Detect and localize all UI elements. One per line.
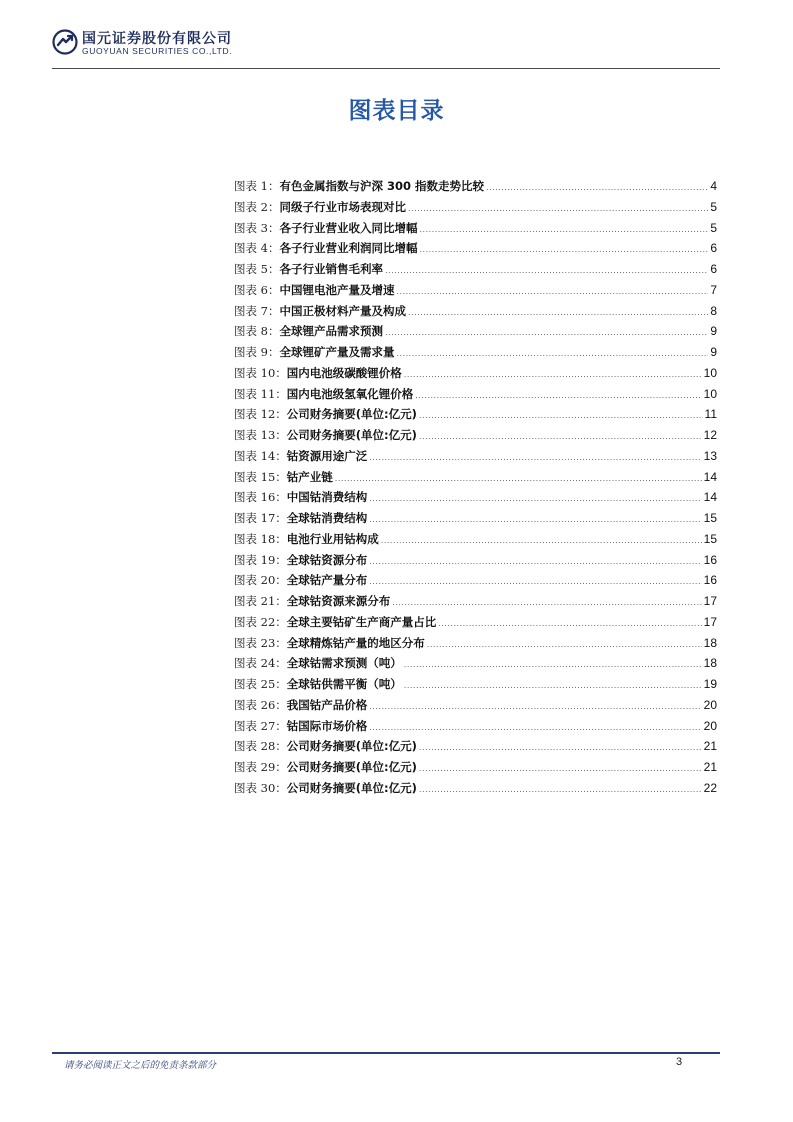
toc-entry-label: 图表 11： xyxy=(234,386,287,401)
toc-entry-page[interactable]: 13 xyxy=(703,448,717,463)
toc-entry-title[interactable]: 公司财务摘要(单位:亿元) xyxy=(286,760,417,774)
toc-entry[interactable] xyxy=(234,404,717,425)
toc-entry-page[interactable]: 4 xyxy=(710,179,717,193)
toc-entry-label: 图表 2： xyxy=(234,199,280,214)
toc-entry[interactable] xyxy=(234,467,717,488)
toc-entry[interactable] xyxy=(234,695,717,716)
toc-entry-label: 图表 28： xyxy=(234,739,287,754)
toc-dot-leader xyxy=(427,635,702,656)
toc-dot-leader xyxy=(369,697,701,718)
toc-entry-title[interactable]: 全球精炼钴产量的地区分布 xyxy=(286,635,425,650)
toc-entry-title[interactable]: 各子行业销售毛利率 xyxy=(279,262,383,276)
toc-entry-title[interactable]: 全球锂产品需求预测 xyxy=(279,324,383,339)
toc-dot-leader xyxy=(404,365,702,386)
toc-entry-label: 图表 19： xyxy=(234,552,287,567)
toc-entry-title[interactable]: 电池行业用钴构成 xyxy=(286,531,379,546)
toc-dot-leader xyxy=(381,531,702,552)
toc-entry-label: 图表 9： xyxy=(234,345,280,359)
footer-disclaimer: 请务必阅读正文之后的免责条款部分 xyxy=(64,1060,217,1071)
toc-entry-label: 图表 6： xyxy=(234,282,280,297)
toc-entry-page[interactable]: 18 xyxy=(703,656,717,671)
toc-entry-page[interactable]: 15 xyxy=(703,511,717,525)
toc-dot-leader xyxy=(408,199,708,220)
toc-entry-page[interactable]: 16 xyxy=(703,552,717,567)
page-header xyxy=(52,24,720,68)
toc-entry-label: 图表 4： xyxy=(234,241,280,256)
toc-entry[interactable] xyxy=(234,591,717,612)
toc-entry-label: 图表 30： xyxy=(234,780,287,795)
toc-entry-label: 图表 20： xyxy=(234,573,287,588)
toc-dot-leader xyxy=(369,489,701,510)
toc-entry-label: 图表 7： xyxy=(234,303,280,318)
toc-entry[interactable] xyxy=(234,197,717,218)
toc-entry[interactable] xyxy=(234,238,717,259)
toc-dot-leader xyxy=(404,676,702,697)
toc-entry-page[interactable]: 9 xyxy=(710,324,717,339)
toc-entry-title[interactable]: 全球钴消费结构 xyxy=(286,511,368,525)
toc-entry-title[interactable]: 钴产业链 xyxy=(286,469,333,484)
toc-dot-leader xyxy=(419,220,708,241)
toc-entry-label: 图表 1： xyxy=(234,179,280,193)
company-name-en: GUOYUAN SECURITIES CO.,LTD. xyxy=(82,46,233,56)
table-of-figures xyxy=(234,176,717,799)
toc-dot-leader xyxy=(419,427,702,448)
toc-dot-leader xyxy=(419,406,703,427)
toc-entry-label: 图表 21： xyxy=(234,594,287,608)
toc-entry-label: 图表 22： xyxy=(234,614,287,629)
toc-entry[interactable] xyxy=(234,259,717,280)
toc-entry-title[interactable]: 公司财务摘要(单位:亿元) xyxy=(286,739,417,754)
toc-entry-page[interactable]: 5 xyxy=(710,199,717,214)
toc-dot-leader xyxy=(369,448,701,469)
guoyuan-logo-icon xyxy=(52,29,78,55)
toc-entry-page[interactable]: 7 xyxy=(710,282,717,297)
toc-entry-title[interactable]: 全球钴资源来源分布 xyxy=(286,594,391,608)
toc-entry-label: 图表 15： xyxy=(234,469,287,484)
toc-entry-title[interactable]: 全球钴供需平衡（吨） xyxy=(286,677,402,691)
toc-dot-leader xyxy=(438,614,701,635)
toc-entry-label: 图表 13： xyxy=(234,428,287,442)
toc-dot-leader xyxy=(369,572,701,593)
toc-dot-leader xyxy=(396,282,708,303)
toc-entry-page[interactable]: 8 xyxy=(710,303,717,318)
page-number: 3 xyxy=(676,1056,683,1068)
toc-entry-label: 图表 25： xyxy=(234,677,287,691)
toc-entry-page[interactable]: 21 xyxy=(703,760,717,774)
toc-entry-title[interactable]: 公司财务摘要(单位:亿元) xyxy=(286,407,417,422)
toc-entry-page[interactable]: 14 xyxy=(703,490,717,505)
toc-entry-title[interactable]: 同级子行业市场表现对比 xyxy=(279,199,406,214)
toc-entry[interactable] xyxy=(234,342,717,363)
toc-entry-page[interactable]: 20 xyxy=(703,697,717,712)
toc-dot-leader xyxy=(396,344,708,365)
toc-entry-title[interactable]: 国内电池级氢氧化锂价格 xyxy=(286,386,414,401)
toc-entry-title[interactable]: 公司财务摘要(单位:亿元) xyxy=(286,428,417,442)
toc-entry[interactable] xyxy=(234,529,717,550)
toc-entry-page[interactable]: 14 xyxy=(703,469,717,484)
toc-entry-page[interactable]: 6 xyxy=(710,262,717,276)
toc-entry-label: 图表 12： xyxy=(234,407,287,422)
toc-entry-label: 图表 26： xyxy=(234,697,287,712)
toc-entry-page[interactable]: 10 xyxy=(703,386,717,401)
toc-entry-page[interactable]: 15 xyxy=(703,531,717,546)
toc-entry-title[interactable]: 全球钴需求预测（吨） xyxy=(286,656,402,671)
toc-entry-title[interactable]: 钴国际市场价格 xyxy=(286,718,368,733)
toc-entry-label: 图表 27： xyxy=(234,718,287,733)
toc-entry[interactable] xyxy=(234,176,717,197)
footer-divider xyxy=(52,1052,720,1054)
toc-entry-page[interactable]: 17 xyxy=(703,594,717,608)
toc-entry-title[interactable]: 各子行业营业收入同比增幅 xyxy=(279,220,418,235)
toc-entry-title[interactable]: 全球主要钴矿生产商产量占比 xyxy=(286,614,437,629)
toc-entry-label: 图表 18： xyxy=(234,531,287,546)
toc-dot-leader xyxy=(408,303,708,324)
toc-dot-leader xyxy=(392,593,701,614)
toc-entry-page[interactable]: 12 xyxy=(703,428,717,442)
toc-entry-page[interactable]: 9 xyxy=(710,345,717,359)
toc-entry-label: 图表 14： xyxy=(234,448,287,463)
toc-entry-label: 图表 17： xyxy=(234,511,287,525)
toc-entry-title[interactable]: 中国正极材料产量及构成 xyxy=(279,303,406,318)
toc-dot-leader xyxy=(419,780,702,801)
toc-entry-title[interactable]: 中国锂电池产量及增速 xyxy=(279,282,395,297)
toc-dot-leader xyxy=(369,718,701,739)
toc-entry[interactable] xyxy=(234,321,717,342)
toc-entry-title[interactable]: 各子行业营业利润同比增幅 xyxy=(279,241,418,256)
toc-entry-page[interactable]: 21 xyxy=(703,739,717,754)
toc-dot-leader xyxy=(419,240,708,261)
toc-dot-leader xyxy=(419,759,702,780)
toc-entry[interactable] xyxy=(234,674,717,695)
toc-entry-page[interactable]: 19 xyxy=(703,677,717,691)
toc-entry-page[interactable]: 20 xyxy=(703,718,717,733)
toc-entry-page[interactable]: 10 xyxy=(703,365,717,380)
toc-entry-title[interactable]: 国内电池级碳酸锂价格 xyxy=(286,365,402,380)
toc-entry[interactable] xyxy=(234,363,717,384)
toc-entry[interactable] xyxy=(234,446,717,467)
toc-entry-title[interactable]: 全球钴产量分布 xyxy=(286,573,368,588)
toc-dot-leader xyxy=(404,655,702,676)
toc-entry-title[interactable]: 有色金属指数与沪深 300 指数走势比较 xyxy=(279,179,484,193)
toc-entry-page[interactable]: 5 xyxy=(710,220,717,235)
toc-entry[interactable] xyxy=(234,425,717,446)
toc-entry[interactable] xyxy=(234,218,717,239)
toc-entry-label: 图表 29： xyxy=(234,760,287,774)
toc-entry-label: 图表 16： xyxy=(234,490,287,505)
toc-entry-page[interactable]: 22 xyxy=(703,780,717,795)
toc-entry-title[interactable]: 我国钴产品价格 xyxy=(286,697,368,712)
toc-entry-label: 图表 10： xyxy=(234,365,287,380)
toc-dot-leader xyxy=(335,469,702,490)
toc-entry-label: 图表 5： xyxy=(234,262,280,276)
toc-entry-page[interactable]: 17 xyxy=(703,614,717,629)
toc-entry-page[interactable]: 18 xyxy=(703,635,717,650)
toc-entry-page[interactable]: 6 xyxy=(710,241,717,256)
toc-entry[interactable] xyxy=(234,633,717,654)
toc-dot-leader xyxy=(415,386,701,407)
toc-entry[interactable] xyxy=(234,508,717,529)
toc-entry[interactable] xyxy=(234,716,717,737)
toc-entry-title[interactable]: 全球锂矿产量及需求量 xyxy=(279,345,395,359)
toc-dot-leader xyxy=(486,178,708,199)
toc-entry[interactable] xyxy=(234,612,717,633)
toc-entry-label: 图表 23： xyxy=(234,635,287,650)
toc-entry-label: 图表 24： xyxy=(234,656,287,671)
toc-entry[interactable] xyxy=(234,301,717,322)
toc-entry-label: 图表 8： xyxy=(234,324,280,339)
toc-entry[interactable] xyxy=(234,550,717,571)
header-divider xyxy=(52,68,720,69)
toc-dot-leader xyxy=(419,738,702,759)
toc-entry-title[interactable]: 全球钴资源分布 xyxy=(286,552,368,567)
toc-entry[interactable] xyxy=(234,757,717,778)
toc-entry-title[interactable]: 钴资源用途广泛 xyxy=(286,448,368,463)
toc-dot-leader xyxy=(369,552,701,573)
toc-dot-leader xyxy=(385,261,708,282)
toc-entry-title[interactable]: 公司财务摘要(单位:亿元) xyxy=(286,780,417,795)
toc-entry[interactable] xyxy=(234,280,717,301)
toc-entry[interactable] xyxy=(234,778,717,799)
toc-entry[interactable] xyxy=(234,384,717,405)
page-title: 图表目录 xyxy=(348,98,445,124)
toc-entry-title[interactable]: 中国钴消费结构 xyxy=(286,490,368,505)
toc-entry-label: 图表 3： xyxy=(234,220,280,235)
toc-dot-leader xyxy=(385,323,708,344)
toc-entry-page[interactable]: 16 xyxy=(703,573,717,588)
toc-entry[interactable] xyxy=(234,653,717,674)
toc-entry-page[interactable]: 11 xyxy=(704,407,717,422)
toc-entry[interactable] xyxy=(234,487,717,508)
toc-entry[interactable] xyxy=(234,736,717,757)
toc-dot-leader xyxy=(369,510,701,531)
toc-entry[interactable] xyxy=(234,570,717,591)
company-name-cn: 国元证券股份有限公司 xyxy=(82,31,232,47)
